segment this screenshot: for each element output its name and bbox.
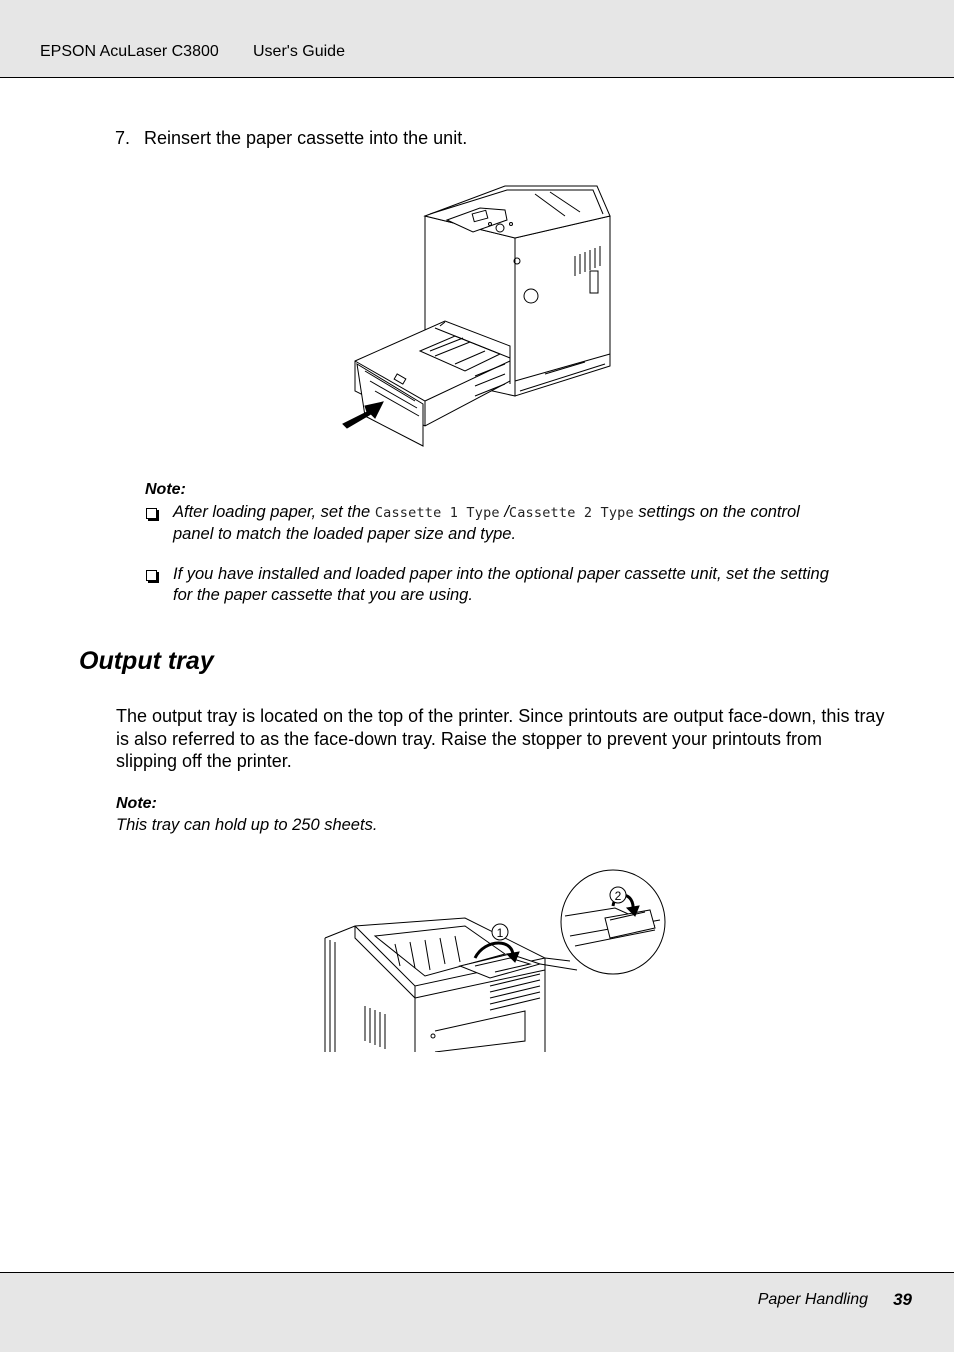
checkbox-bullet-icon <box>145 504 155 514</box>
note-item-2 <box>145 564 885 608</box>
step-text: Reinsert the paper cassette into the unit. <box>144 128 468 148</box>
checkbox-bullet-icon <box>145 566 155 576</box>
setting-cassette-2-type: Cassette 2 Type <box>508 505 634 521</box>
callout-2: 2 <box>614 889 622 903</box>
note-text-pre: After loading paper, set the <box>173 503 375 521</box>
setting-cassette-1-type: Cassette 1 Type <box>374 505 500 521</box>
page-header <box>0 0 954 78</box>
header-product-title: EPSON AcuLaser C3800 <box>40 43 219 60</box>
note-text-post: settings on the control <box>633 503 800 521</box>
page-footer <box>0 1272 954 1352</box>
note-text-line2: panel to match the loaded paper size and type. <box>173 525 517 543</box>
note-label-1: Note: <box>145 481 186 498</box>
note-text-line2: for the paper cassette that you are using. <box>173 586 473 604</box>
step-number: 7. <box>115 128 131 148</box>
callout-1: 1 <box>496 926 504 940</box>
page-number: 39 <box>893 1290 912 1309</box>
note-label-2: Note: <box>116 795 157 812</box>
note-text-sep: / <box>499 503 509 521</box>
note-text-2: This tray can hold up to 250 sheets. <box>116 816 378 834</box>
section-body: The output tray is located on the top of the printer. Since printouts are output face-down, this tray is also referred to as the face-down tray. Raise the stopper to prevent your printouts from slipping off the printer. <box>116 706 885 771</box>
note-item-1 <box>145 502 885 546</box>
note-text-line1: If you have installed and loaded paper into the optional paper cassette unit, set the setting <box>173 565 829 583</box>
footer-section-name: Paper Handling <box>757 1291 868 1308</box>
printer-cassette-illustration <box>335 176 620 458</box>
section-title: Output tray <box>79 647 214 675</box>
header-guide-title: User's Guide <box>253 43 345 60</box>
step-7 <box>115 128 467 149</box>
output-tray-illustration <box>315 866 675 1052</box>
